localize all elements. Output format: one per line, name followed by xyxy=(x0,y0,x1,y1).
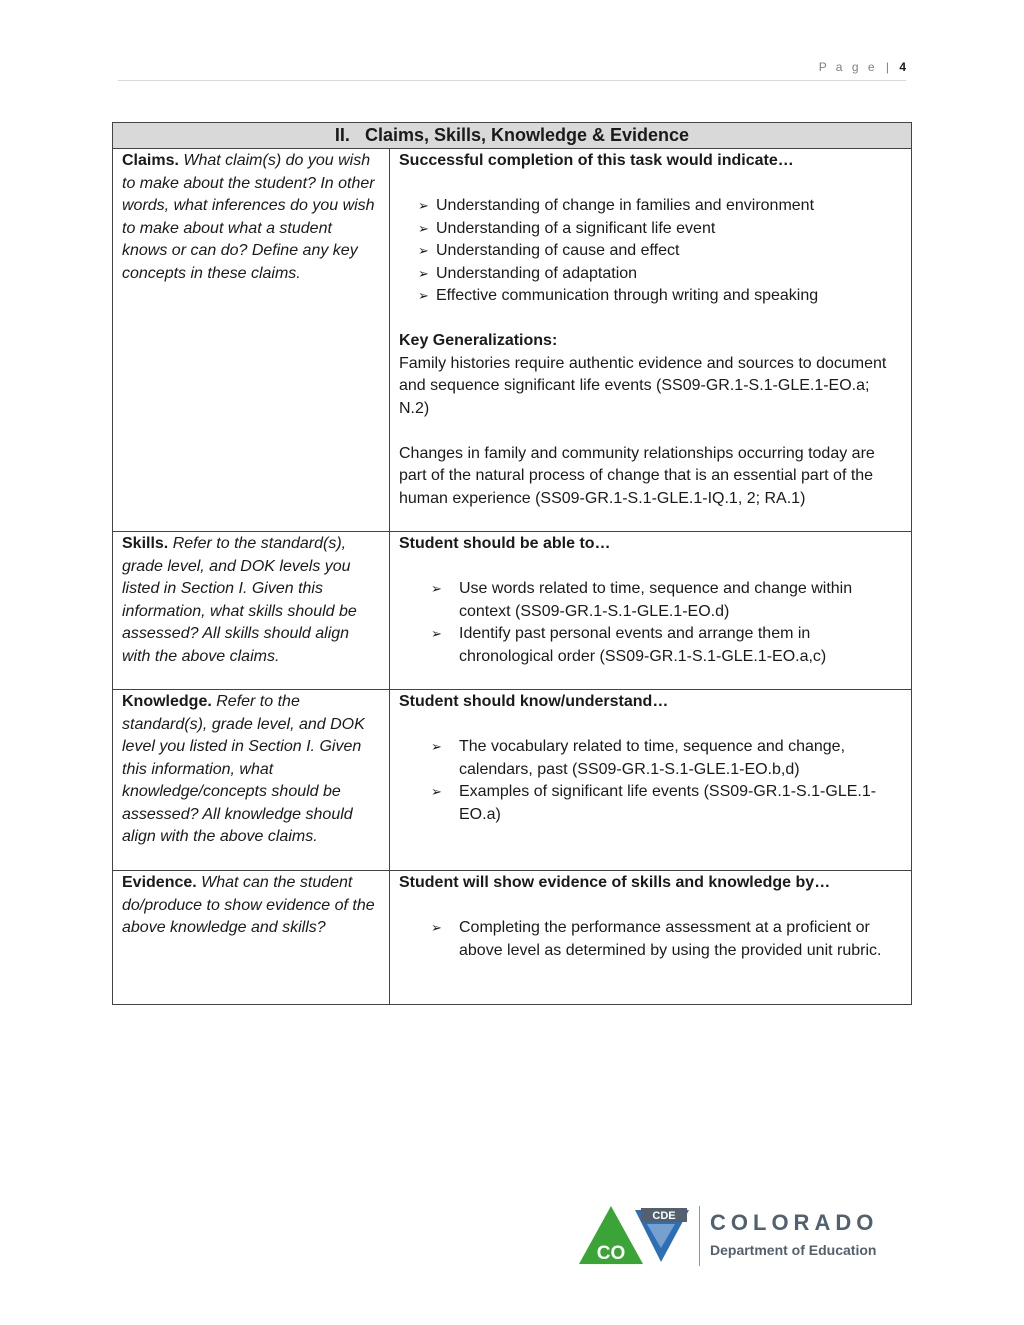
logo-subtitle: Department of Education xyxy=(710,1242,877,1258)
skills-heading: Student should be able to… xyxy=(399,535,611,552)
knowledge-lead: Knowledge. xyxy=(122,693,212,710)
knowledge-row xyxy=(113,690,911,871)
list-item: ➢ Use words related to time, sequence and change within context (SS09-GR.1-S.1-GLE.1-EO.d) xyxy=(431,580,853,620)
section-roman: II. xyxy=(334,125,350,145)
knowledge-prompt-cell xyxy=(113,690,390,870)
list-item: ➢ Understanding of a significant life event xyxy=(399,218,903,241)
evidence-prompt-cell xyxy=(113,871,390,1004)
evidence-heading: Student will show evidence of skills and knowledge by… xyxy=(399,874,831,891)
evidence-prompt: What can the student do/produce to show evidence of the above knowledge and skills? xyxy=(122,874,375,936)
logo-name: COLORADO xyxy=(710,1210,879,1235)
list-item: ➢ Understanding of change in families and environment xyxy=(399,195,903,218)
skills-prompt: Refer to the standard(s), grade level, and DOK levels you listed in Section I. Given this information, what skills should be assessed? All skills should align with the above claims. xyxy=(122,535,357,665)
skills-lead: Skills. xyxy=(122,535,169,552)
list-item: ➢ The vocabulary related to time, sequence and change, calendars, past (SS09-GR.1-S.1-GLE.1-EO.b,d) xyxy=(431,738,846,778)
arrow-bullet-icon: ➢ xyxy=(431,784,442,799)
list-item: ➢ Completing the performance assessment at a proficient or above level as determined by using the provided unit rubric. xyxy=(431,919,882,959)
cde-logo xyxy=(577,1204,907,1270)
arrow-bullet-icon: ➢ xyxy=(418,220,429,236)
section-title xyxy=(113,123,911,149)
logo-divider xyxy=(699,1206,700,1266)
evidence-response-cell xyxy=(390,871,911,1004)
page-number: 4 xyxy=(899,60,906,74)
claims-prompt-cell xyxy=(113,149,390,531)
knowledge-prompt: Refer to the standard(s), grade level, and DOK level you listed in Section I. Given this information, what knowledge/concepts should be assessed? All knowledge should align with the above claims. xyxy=(122,693,365,845)
evidence-lead: Evidence. xyxy=(122,874,197,891)
list-item: ➢ Understanding of adaptation xyxy=(399,263,903,286)
claims-row xyxy=(113,149,911,532)
key-generalizations-title: Key Generalizations: xyxy=(399,332,558,349)
logo-mark-text: CO xyxy=(596,1243,626,1264)
arrow-bullet-icon: ➢ xyxy=(431,920,442,935)
list-item: ➢ Identify past personal events and arrange them in chronological order (SS09-GR.1-S.1-GLE.1-EO.a,c) xyxy=(431,625,827,665)
list-item: ➢ Understanding of cause and effect xyxy=(399,240,903,263)
arrow-bullet-icon: ➢ xyxy=(431,739,442,754)
claims-heading: Successful completion of this task would indicate… xyxy=(399,152,794,169)
skills-list xyxy=(399,578,903,668)
knowledge-heading: Student should know/understand… xyxy=(399,693,669,710)
arrow-bullet-icon: ➢ xyxy=(431,581,442,596)
logo-badge-text: CDE xyxy=(652,1210,676,1222)
cde-logo-mark-icon xyxy=(577,1204,695,1270)
knowledge-response-cell xyxy=(390,690,911,870)
claims-skills-table xyxy=(112,122,912,1005)
claims-list xyxy=(399,195,903,308)
claims-lead: Claims. xyxy=(122,152,179,169)
evidence-list xyxy=(399,917,903,962)
page-separator: | xyxy=(885,60,889,74)
key-generalization-1: Family histories require authentic evidence and sources to document and sequence significant life events (SS09-GR.1-S.1-GLE.1-EO.a; N.2) xyxy=(399,354,887,417)
arrow-bullet-icon: ➢ xyxy=(418,243,429,258)
evidence-row xyxy=(113,871,911,1004)
knowledge-list xyxy=(399,736,903,826)
claims-response-cell xyxy=(390,149,911,531)
section-title-text: Claims, Skills, Knowledge & Evidence xyxy=(364,125,690,145)
page-label: P a g e xyxy=(818,60,878,74)
page-header xyxy=(118,60,906,81)
arrow-bullet-icon: ➢ xyxy=(431,626,442,641)
arrow-bullet-icon: ➢ xyxy=(418,288,429,303)
skills-prompt-cell xyxy=(113,532,390,689)
arrow-bullet-icon: ➢ xyxy=(418,265,429,281)
list-item: ➢ Examples of significant life events (SS09-GR.1-S.1-GLE.1-EO.a) xyxy=(431,783,877,823)
skills-row xyxy=(113,532,911,690)
skills-response-cell xyxy=(390,532,911,689)
list-item: ➢ Effective communication through writing and speaking xyxy=(399,285,903,308)
key-generalization-2: Changes in family and community relationships occurring today are part of the natural process of change that is an essential part of the human experience (SS09-GR.1-S.1-GLE.1-IQ.1, 2; RA.1) xyxy=(399,444,875,507)
arrow-bullet-icon: ➢ xyxy=(418,198,429,213)
claims-prompt: What claim(s) do you wish to make about the student? In other words, what inferences do you wish to make about what a student knows or can do? Define any key concepts in these claims. xyxy=(122,152,375,282)
